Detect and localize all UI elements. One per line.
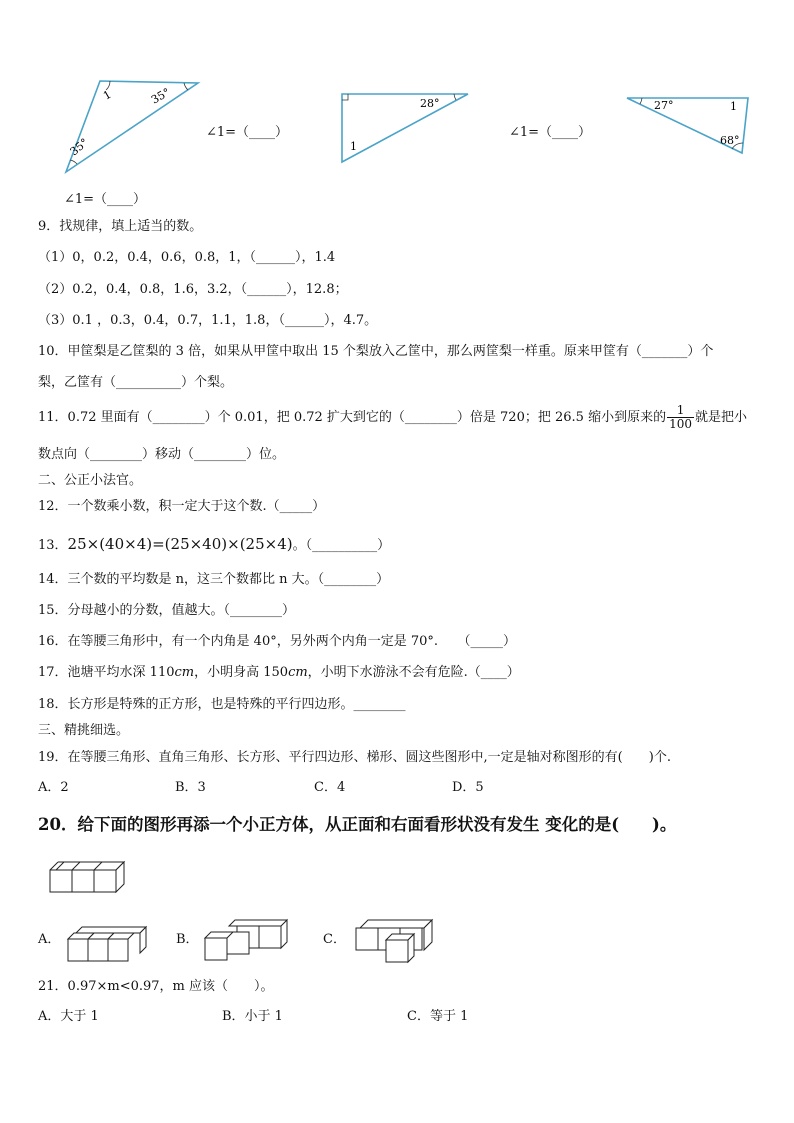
q9-item-1: （1）0，0.2，0.4，0.6，0.8，1，（______），1.4 [38,250,336,265]
t1-answer: ∠1=（____） [206,125,289,140]
q20-option-b-figure [203,918,291,964]
t3-angle-right: 68° [720,134,740,147]
t1-angle-bottom: 35° [67,135,91,159]
q21-option-a: A．大于 1 [38,1009,99,1024]
q11-text-a: 11．0.72 里面有（________）个 0.01，把 0.72 扩大到它的（________）倍是 720；把 26.5 缩小到原来的 [38,410,667,425]
q14: 14．三个数的平均数是 n，这三个数都比 n 大。（________） [38,572,390,587]
q19-stem: 19．在等腰三角形、直角三角形、长方形、平行四边形、梯形、圆这些图形中,一定是轴对称图形的有( )个. [38,750,671,765]
t1-angle-top: 35° [149,85,173,107]
q11-fraction-denominator: 100 [669,417,692,431]
q16: 16．在等腰三角形中，有一个内角是 40°，另外两个内角一定是 70°. （_____） [38,634,517,649]
q9-item-2: （2）0.2，0.4，0.8，1.6，3.2，（______），12.8； [38,282,348,297]
q20-option-b: B． [176,932,199,947]
q11-line-2: 数点向（________）移动（________）位。 [38,447,286,462]
q21-option-b: B．小于 1 [222,1009,283,1024]
q13-expression: 25×(40×4)=(25×40)×(25×4) [67,535,293,553]
q9-item-3: （3）0.1 ，0.3，0.4，0.7，1.1，1.8，（______），4.7。 [38,313,378,328]
t3-angle-left: 27° [654,99,674,112]
q19-option-a: A．2 [38,780,69,795]
q17-unit-1: cm [174,665,195,680]
q15: 15．分母越小的分数，值越大。（________） [38,603,296,618]
q17-text-a: 17．池塘平均水深 110 [38,665,175,680]
q20-option-c: C． [323,932,346,947]
section-2-heading: 二、公正小法官。 [38,473,143,488]
triangle-figure-1 [60,76,205,176]
q21-option-c: C．等于 1 [407,1009,469,1024]
t1-side-label: 1 [101,87,114,103]
t2-angle: 28° [420,97,440,110]
triangle-figure-2 [338,90,473,165]
triangle-figure-3 [624,93,752,157]
section-3-heading: 三、精挑细选。 [38,723,130,738]
t3-side-label: 1 [730,100,737,113]
q19-option-c: C．4 [314,780,346,795]
q18: 18．长方形是特殊的正方形，也是特殊的平行四边形。________ [38,697,406,712]
q20-stem: 20．给下面的图形再添一个小正方体，从正面和右面看形状没有发生 变化的是( )。 [38,815,677,834]
q11-fraction [667,404,694,431]
q13-label: 13． [38,538,68,553]
q11-text-b: 就是把小 [694,410,747,425]
q20-base-cubes-figure [48,860,128,898]
q19-option-d: D．5 [452,780,484,795]
q20-option-a-figure [66,925,148,965]
q17-text-c: ，小明下水游泳不会有危险.（____） [307,665,520,680]
q19-option-b: B．3 [175,780,206,795]
q11-fraction-numerator: 1 [667,404,694,418]
q10-line-1: 10．甲筐梨是乙筐梨的 3 倍，如果从甲筐中取出 15 个梨放入乙筐中，那么两筐梨一样重。原来甲筐有（_______）个 [38,344,714,359]
t3-answer: ∠1=（____） [64,192,147,207]
q17 [38,665,520,681]
q20-option-a: A． [38,932,61,947]
q12: 12．一个数乘小数，积一定大于这个数.（_____） [38,499,326,514]
q9-title: 9．找规律，填上适当的数。 [38,219,203,234]
q13 [38,535,390,555]
q11-line-1 [38,403,747,433]
t2-side-label: 1 [350,140,357,153]
q17-text-b: ，小明身高 150 [194,665,289,680]
q21-stem: 21．0.97×m<0.97，m 应该（ ）。 [38,979,274,994]
q20-option-c-figure [352,918,434,964]
q13-tail: 。（__________） [292,538,391,553]
q10-line-2: 梨，乙筐有（__________）个梨。 [38,375,234,390]
t2-answer: ∠1=（____） [509,125,592,140]
q17-unit-2: cm [288,665,308,680]
